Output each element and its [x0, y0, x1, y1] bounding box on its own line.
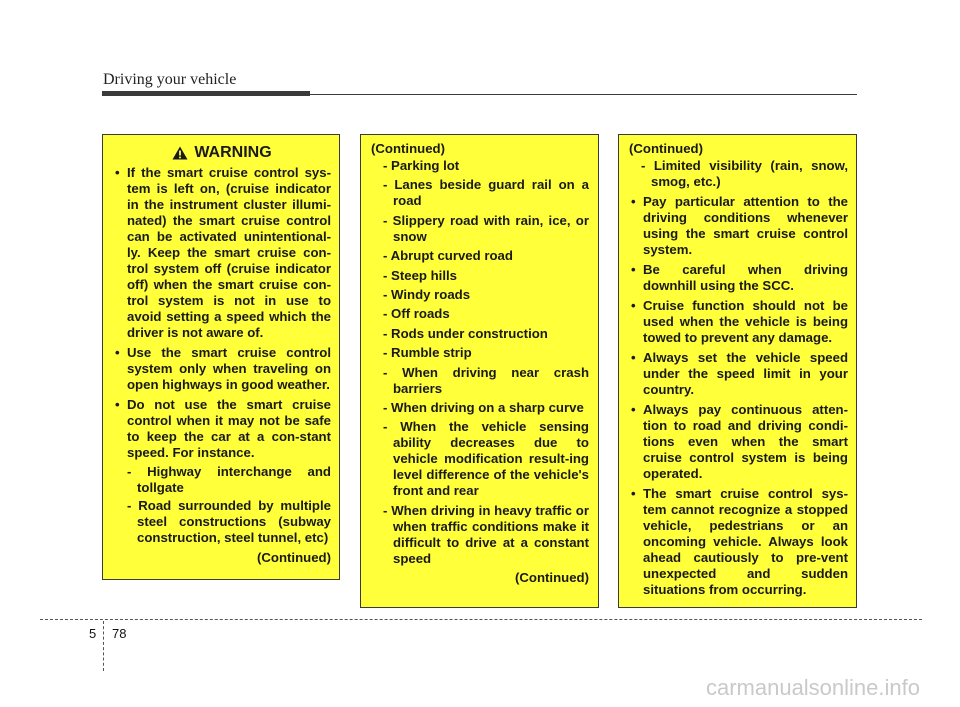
sub-list-item: - Highway interchange and tollgate: [127, 464, 331, 495]
list-item: - Windy roads: [383, 286, 471, 302]
sub-list: [127, 464, 331, 546]
sub-list-item: - Limited visibility (rain, snow, smog, etc.): [641, 158, 848, 189]
continued-label: (Continued): [629, 141, 703, 156]
list-item: - Rumble strip: [383, 345, 472, 361]
list-item: - Steep hills: [383, 267, 458, 283]
page-number: 78: [112, 626, 127, 641]
list-item: - Off roads: [383, 306, 450, 322]
page-header-title: Driving your vehicle: [103, 71, 237, 88]
warning-bullet-list: [113, 165, 331, 546]
footer-vertical-divider: [103, 621, 104, 671]
warning-panel: [102, 134, 340, 580]
header-rule-thin: [310, 94, 857, 95]
list-item: • The smart cruise control sys-tem cannot recognize a stopped vehicle, pedestrians or an oncoming vehicle. Always look ahead cautiously to pre-vent unexpected and sudden situations from occurring.: [629, 486, 848, 598]
list-item: • Use the smart cruise control system only when traveling on open highways in good weather.: [113, 345, 331, 393]
list-item: - When driving on a sharp curve: [383, 399, 584, 415]
warning-triangle-icon: [172, 146, 188, 160]
list-item: - Abrupt curved road: [383, 248, 513, 264]
list-item: - Rods under construction: [383, 325, 548, 341]
continued-label: (Continued): [371, 141, 445, 156]
header-rule-thick: [102, 91, 310, 96]
sub-list-item: - Road surrounded by multiple steel constructions (subway construction, steel tunnel, etc): [127, 498, 331, 545]
list-item: • Be careful when driving downhill using the SCC.: [629, 262, 848, 294]
footer-divider: [40, 619, 922, 620]
continued-label: (Continued): [257, 550, 331, 565]
continued-label: (Continued): [515, 570, 589, 586]
list-item: - When the vehicle sensing ability decreases due to vehicle modification result-ing level difference of the vehicle's front and rear: [383, 419, 589, 499]
list-item: - Slippery road with rain, ice, or snow: [383, 212, 589, 244]
list-item: • Always set the vehicle speed under the speed limit in your country.: [629, 350, 848, 398]
list-item: • Cruise function should not be used when the vehicle is being towed to prevent any damage.: [629, 298, 848, 346]
list-item: - Lanes beside guard rail on a road: [383, 177, 589, 209]
list-item: • If the smart cruise control sys-tem is left on, (cruise indicator in the instrument cluster illumi-nated) the smart cruise control can be activated unintentional-ly. Keep the smart cruise con-trol system off (cruise indicator off) when the smart cruise con-trol system is not in use to avoid setting a speed which the driver is not aware of.: [113, 165, 331, 341]
list-item: - When driving in heavy traffic or when traffic conditions make it difficult to drive at a constant speed: [383, 502, 589, 566]
watermark: carmanualsonline.info: [705, 675, 920, 700]
conditions-list: [371, 158, 589, 567]
list-item: • Pay particular attention to the driving conditions whenever using the smart cruise control system.: [629, 194, 848, 258]
list-item-text: Do not use the smart cruise control when it may not be safe to keep the car at a con-stant speed. For instance.: [127, 397, 331, 460]
list-item: - When driving near crash barriers: [383, 364, 589, 396]
cautions-bullet-list: [629, 194, 848, 598]
list-item: [113, 397, 331, 546]
list-item: - Parking lot: [383, 158, 460, 173]
section-number: 5: [89, 626, 97, 641]
warning-heading: [113, 145, 331, 161]
warning-title: WARNING: [194, 144, 272, 161]
list-item: • Always pay continuous atten-tion to road and driving condi-tions even when the smart cruise control system is being operated.: [629, 402, 848, 482]
cautions-panel: [618, 134, 857, 608]
conditions-panel: [360, 134, 599, 608]
sub-list: [629, 158, 848, 190]
